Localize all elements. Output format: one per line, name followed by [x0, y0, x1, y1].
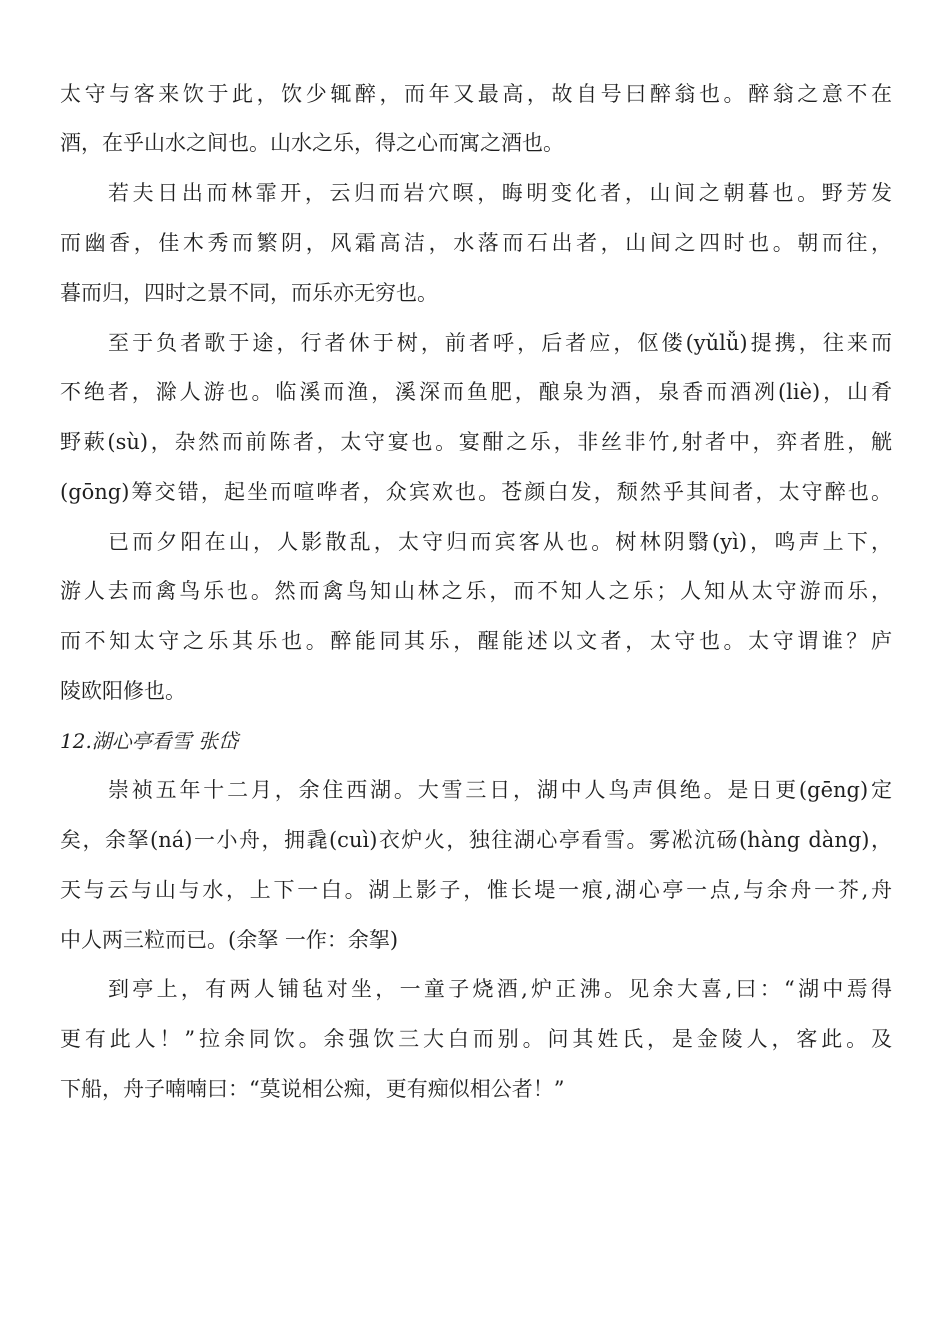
text-line: (gōng)筹交错，起坐而喧哗者，众宾欢也。苍颜白发，颓然乎其间者，太守醉也。: [60, 480, 892, 504]
text-line: 陵欧阳修也。: [60, 679, 186, 703]
text-line: 矣，余拏(ná)一小舟，拥毳(cuì)衣炉火，独往湖心亭看雪。雾凇沆砀(hàng dàng)，: [60, 828, 892, 852]
text-line: 下船，舟子喃喃曰：“莫说相公痴，更有痴似相公者！”: [60, 1077, 565, 1101]
text-line: 太守与客来饮于此，饮少辄醉，而年又最高，故自号曰醉翁也。醉翁之意不在: [60, 82, 892, 106]
text-line: 不绝者，滁人游也。临溪而渔，溪深而鱼肥，酿泉为酒，泉香而酒冽(liè)，山肴: [60, 380, 892, 404]
text-line: 崇祯五年十二月，余住西湖。大雪三日，湖中人鸟声俱绝。是日更(gēng)定: [108, 778, 892, 802]
text-line: 游人去而禽鸟乐也。然而禽鸟知山林之乐，而不知人之乐；人知从太守游而乐，: [60, 579, 892, 603]
text-line: 野蔌(sù)，杂然而前陈者，太守宴也。宴酣之乐，非丝非竹,射者中，弈者胜，觥: [60, 430, 892, 454]
section-heading: 12.湖心亭看雪 张岱: [60, 729, 239, 753]
text-line: 已而夕阳在山，人影散乱，太守归而宾客从也。树林阴翳(yì)，鸣声上下，: [108, 530, 892, 554]
text-line: 至于负者歌于途，行者休于树，前者呼，后者应，伛偻(yǔlǚ)提携，往来而: [108, 331, 892, 355]
text-line: 酒，在乎山水之间也。山水之乐，得之心而寓之酒也。: [60, 131, 564, 155]
text-line: 暮而归，四时之景不同，而乐亦无穷也。: [60, 281, 438, 305]
text-line: 若夫日出而林霏开，云归而岩穴暝，晦明变化者，山间之朝暮也。野芳发: [108, 181, 892, 205]
text-line: 中人两三粒而已。(余拏 一作：余挐): [60, 928, 399, 952]
text-line: 而幽香，佳木秀而繁阴，风霜高洁，水落而石出者，山间之四时也。朝而往，: [60, 231, 892, 255]
text-line: 而不知太守之乐其乐也。醉能同其乐，醒能述以文者，太守也。太守谓谁？庐: [60, 629, 892, 653]
text-line: 到亭上，有两人铺毡对坐，一童子烧酒,炉正沸。见余大喜,曰：“湖中焉得: [108, 977, 892, 1001]
text-line: 天与云与山与水，上下一白。湖上影子，惟长堤一痕,湖心亭一点,与余舟一芥,舟: [60, 878, 892, 902]
text-line: 更有此人！”拉余同饮。余强饮三大白而别。问其姓氏，是金陵人，客此。及: [60, 1027, 892, 1051]
